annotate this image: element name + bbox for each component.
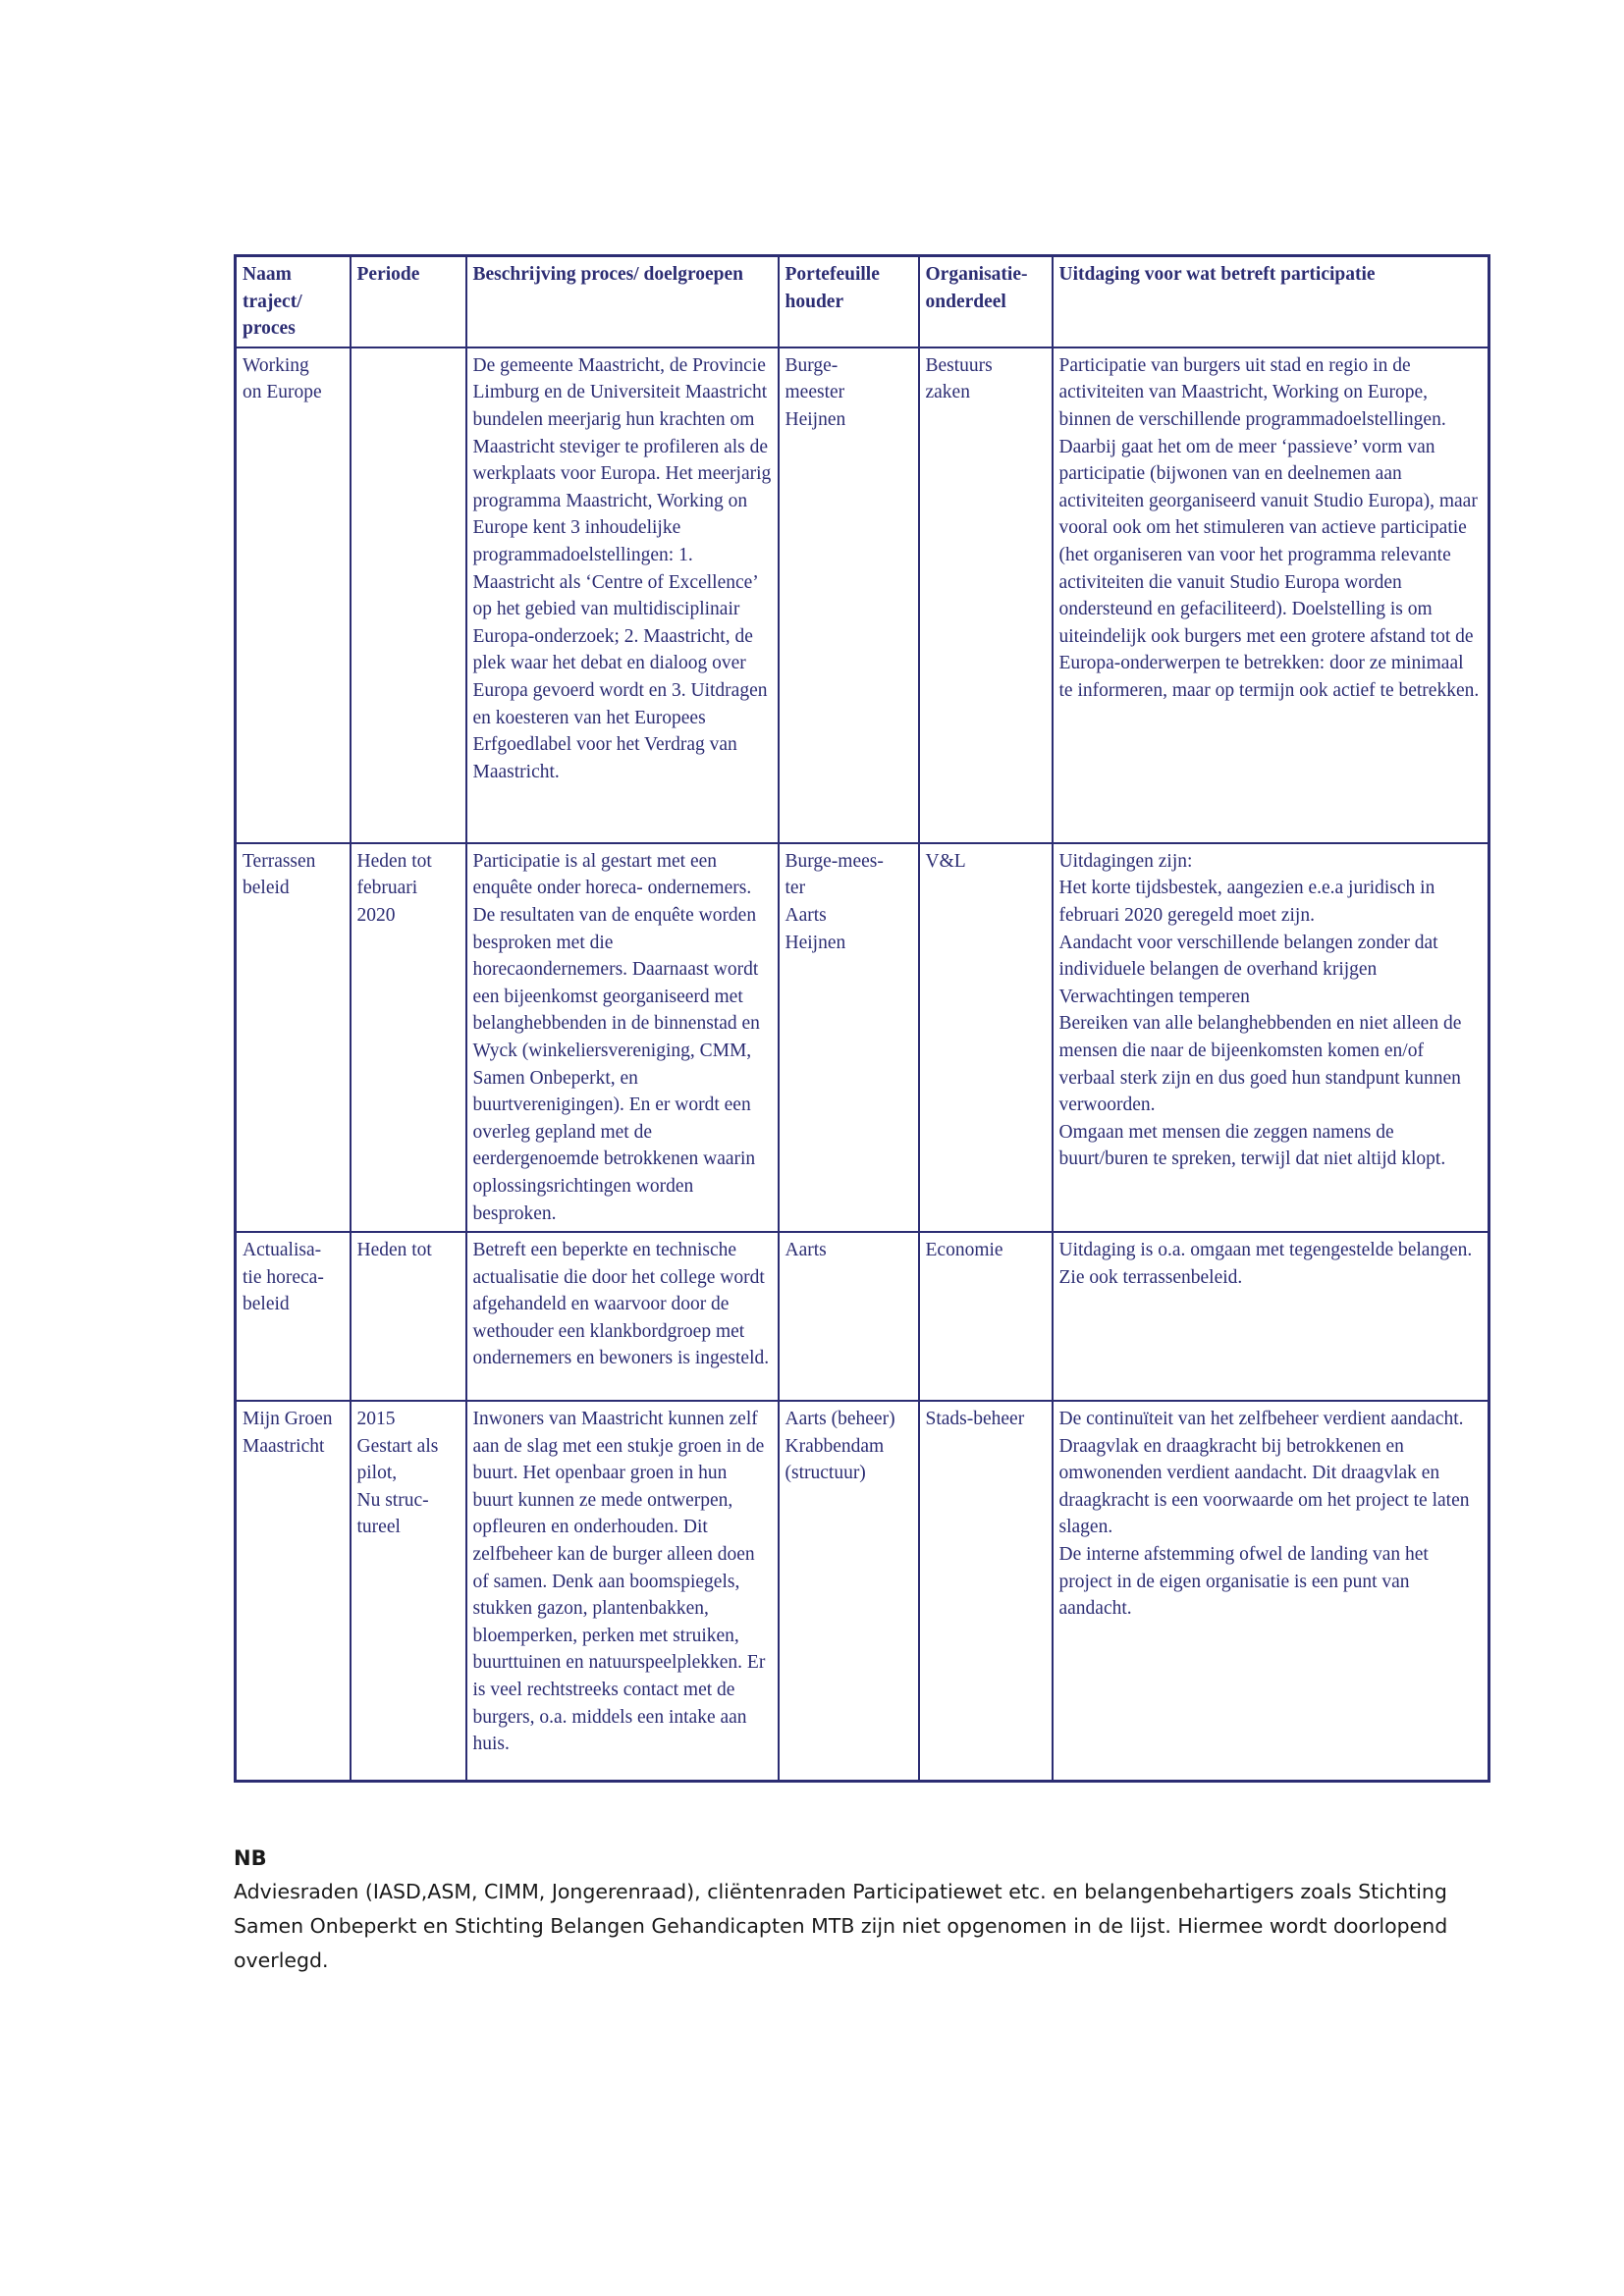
cell-onderdeel: Economie (919, 1232, 1053, 1401)
cell-naam: Actualisa- tie horeca- beleid (236, 1232, 351, 1401)
header-uitdaging: Uitdaging voor wat betreft participatie (1053, 256, 1489, 347)
table-row (236, 347, 1489, 843)
cell-onderdeel: Stads-beheer (919, 1401, 1053, 1781)
cell-uitdaging: Uitdagingen zijn: Het korte tijdsbestek, aangezien e.e.a juridisch in februari 2020 geregeld moet zijn. Aandacht voor verschillende belangen zonder dat individuele belangen de overhand krijgen Verwachtingen temperen Bereiken van alle belanghebbenden en niet alleen de mensen die naar de bijeenkomsten komen en/of verbaal sterk zijn en dus goed hun standpunt kunnen verwoorden. Omgaan met mensen die zeggen namens de buurt/buren te spreken, terwijl dat niet altijd klopt. (1053, 843, 1489, 1232)
cell-naam: Working on Europe (236, 347, 351, 843)
header-beschrijving: Beschrijving proces/ doelgroepen (466, 256, 779, 347)
cell-naam: Terrassen beleid (236, 843, 351, 1232)
header-onderdeel: Organisatie-onderdeel (919, 256, 1053, 347)
table-row (236, 1401, 1489, 1781)
cell-naam: Mijn Groen Maastricht (236, 1401, 351, 1781)
cell-periode: Heden tot (351, 1232, 466, 1401)
cell-uitdaging: Participatie van burgers uit stad en regio in de activiteiten van Maastricht, Working on Europe, binnen de verschillende programmadoelstellingen. Daarbij gaat het om de meer ‘passieve’ vorm van participatie (bijwonen van en deelnemen aan activiteiten georganiseerd vanuit Studio Europa), maar vooral ook om het stimuleren van actieve participatie (het organiseren van voor het programma relevante activiteiten die vanuit Studio Europa worden ondersteund en gefaciliteerd). Doelstelling is om uiteindelijk ook burgers met een grotere afstand tot de Europa-onderwerpen te betrekken: door ze minimaal te informeren, maar op termijn ook actief te betrekken. (1053, 347, 1489, 843)
table-header-row (236, 256, 1489, 347)
cell-uitdaging: Uitdaging is o.a. omgaan met tegengestelde belangen. Zie ook terrassenbeleid. (1053, 1232, 1489, 1401)
cell-portefeuille: Aarts (beheer) Krabbendam (structuur) (779, 1401, 919, 1781)
cell-periode: 2015 Gestart als pilot, Nu struc- tureel (351, 1401, 466, 1781)
cell-beschrijving: Participatie is al gestart met een enquête onder horeca- ondernemers. De resultaten van de enquête worden besproken met die horecaondernemers. Daarnaast wordt een bijeenkomst georganiseerd met belanghebbenden in de binnenstad en Wyck (winkeliersvereniging, CMM, Samen Onbeperkt, en buurtverenigingen). En er wordt een overleg gepland met de eerdergenoemde betrokkenen waarin oplossingsrichtingen worden besproken. (466, 843, 779, 1232)
cell-portefeuille: Burge-mees- ter Aarts Heijnen (779, 843, 919, 1232)
participation-table (234, 254, 1490, 1783)
table-row (236, 1232, 1489, 1401)
cell-periode (351, 347, 466, 843)
cell-onderdeel: V&L (919, 843, 1053, 1232)
header-naam: Naam traject/ proces (236, 256, 351, 347)
cell-periode: Heden tot februari 2020 (351, 843, 466, 1232)
header-portefeuille: Portefeuille houder (779, 256, 919, 347)
nb-note (234, 1842, 1510, 1978)
cell-portefeuille: Burge- meester Heijnen (779, 347, 919, 843)
nb-title: NB (234, 1846, 267, 1870)
header-periode: Periode (351, 256, 466, 347)
nb-text: Adviesraden (IASD,ASM, CIMM, Jongerenraad), cliëntenraden Participatiewet etc. en belangenbehartigers zoals Stichting Samen Onbeperkt en Stichting Belangen Gehandicapten MTB zijn niet opgenomen in de lijst. Hiermee wordt doorlopend overlegd. (234, 1880, 1448, 1972)
cell-portefeuille: Aarts (779, 1232, 919, 1401)
cell-uitdaging: De continuïteit van het zelfbeheer verdient aandacht. Draagvlak en draagkracht bij betrokkenen en omwonenden verdient aandacht. Dit draagvlak en draagkracht is een voorwaarde om het project te laten slagen. De interne afstemming ofwel de landing van het project in de eigen organisatie is een punt van aandacht. (1053, 1401, 1489, 1781)
cell-beschrijving: De gemeente Maastricht, de Provincie Limburg en de Universiteit Maastricht bundelen meerjarig hun krachten om Maastricht steviger te profileren als de werkplaats voor Europa. Het meerjarig programma Maastricht, Working on Europe kent 3 inhoudelijke programmadoelstellingen: 1. Maastricht als ‘Centre of Excellence’ op het gebied van multidisciplinair Europa-onderzoek; 2. Maastricht, de plek waar het debat en dialoog over Europa gevoerd wordt en 3. Uitdragen en koesteren van het Europees Erfgoedlabel voor het Verdrag van Maastricht. (466, 347, 779, 843)
cell-beschrijving: Inwoners van Maastricht kunnen zelf aan de slag met een stukje groen in de buurt. Het openbaar groen in hun buurt kunnen ze mede ontwerpen, opfleuren en onderhouden. Dit zelfbeheer kan de burger alleen doen of samen. Denk aan boomspiegels, stukken gazon, plantenbakken, bloemperken, perken met struiken, buurttuinen en natuurspeelplekken. Er is veel rechtstreeks contact met de burgers, o.a. middels een intake aan huis. (466, 1401, 779, 1781)
cell-onderdeel: Bestuurs zaken (919, 347, 1053, 843)
table-row (236, 843, 1489, 1232)
cell-beschrijving: Betreft een beperkte en technische actualisatie die door het college wordt afgehandeld en waarvoor door de wethouder een klankbordgroep met ondernemers en bewoners is ingesteld. (466, 1232, 779, 1401)
